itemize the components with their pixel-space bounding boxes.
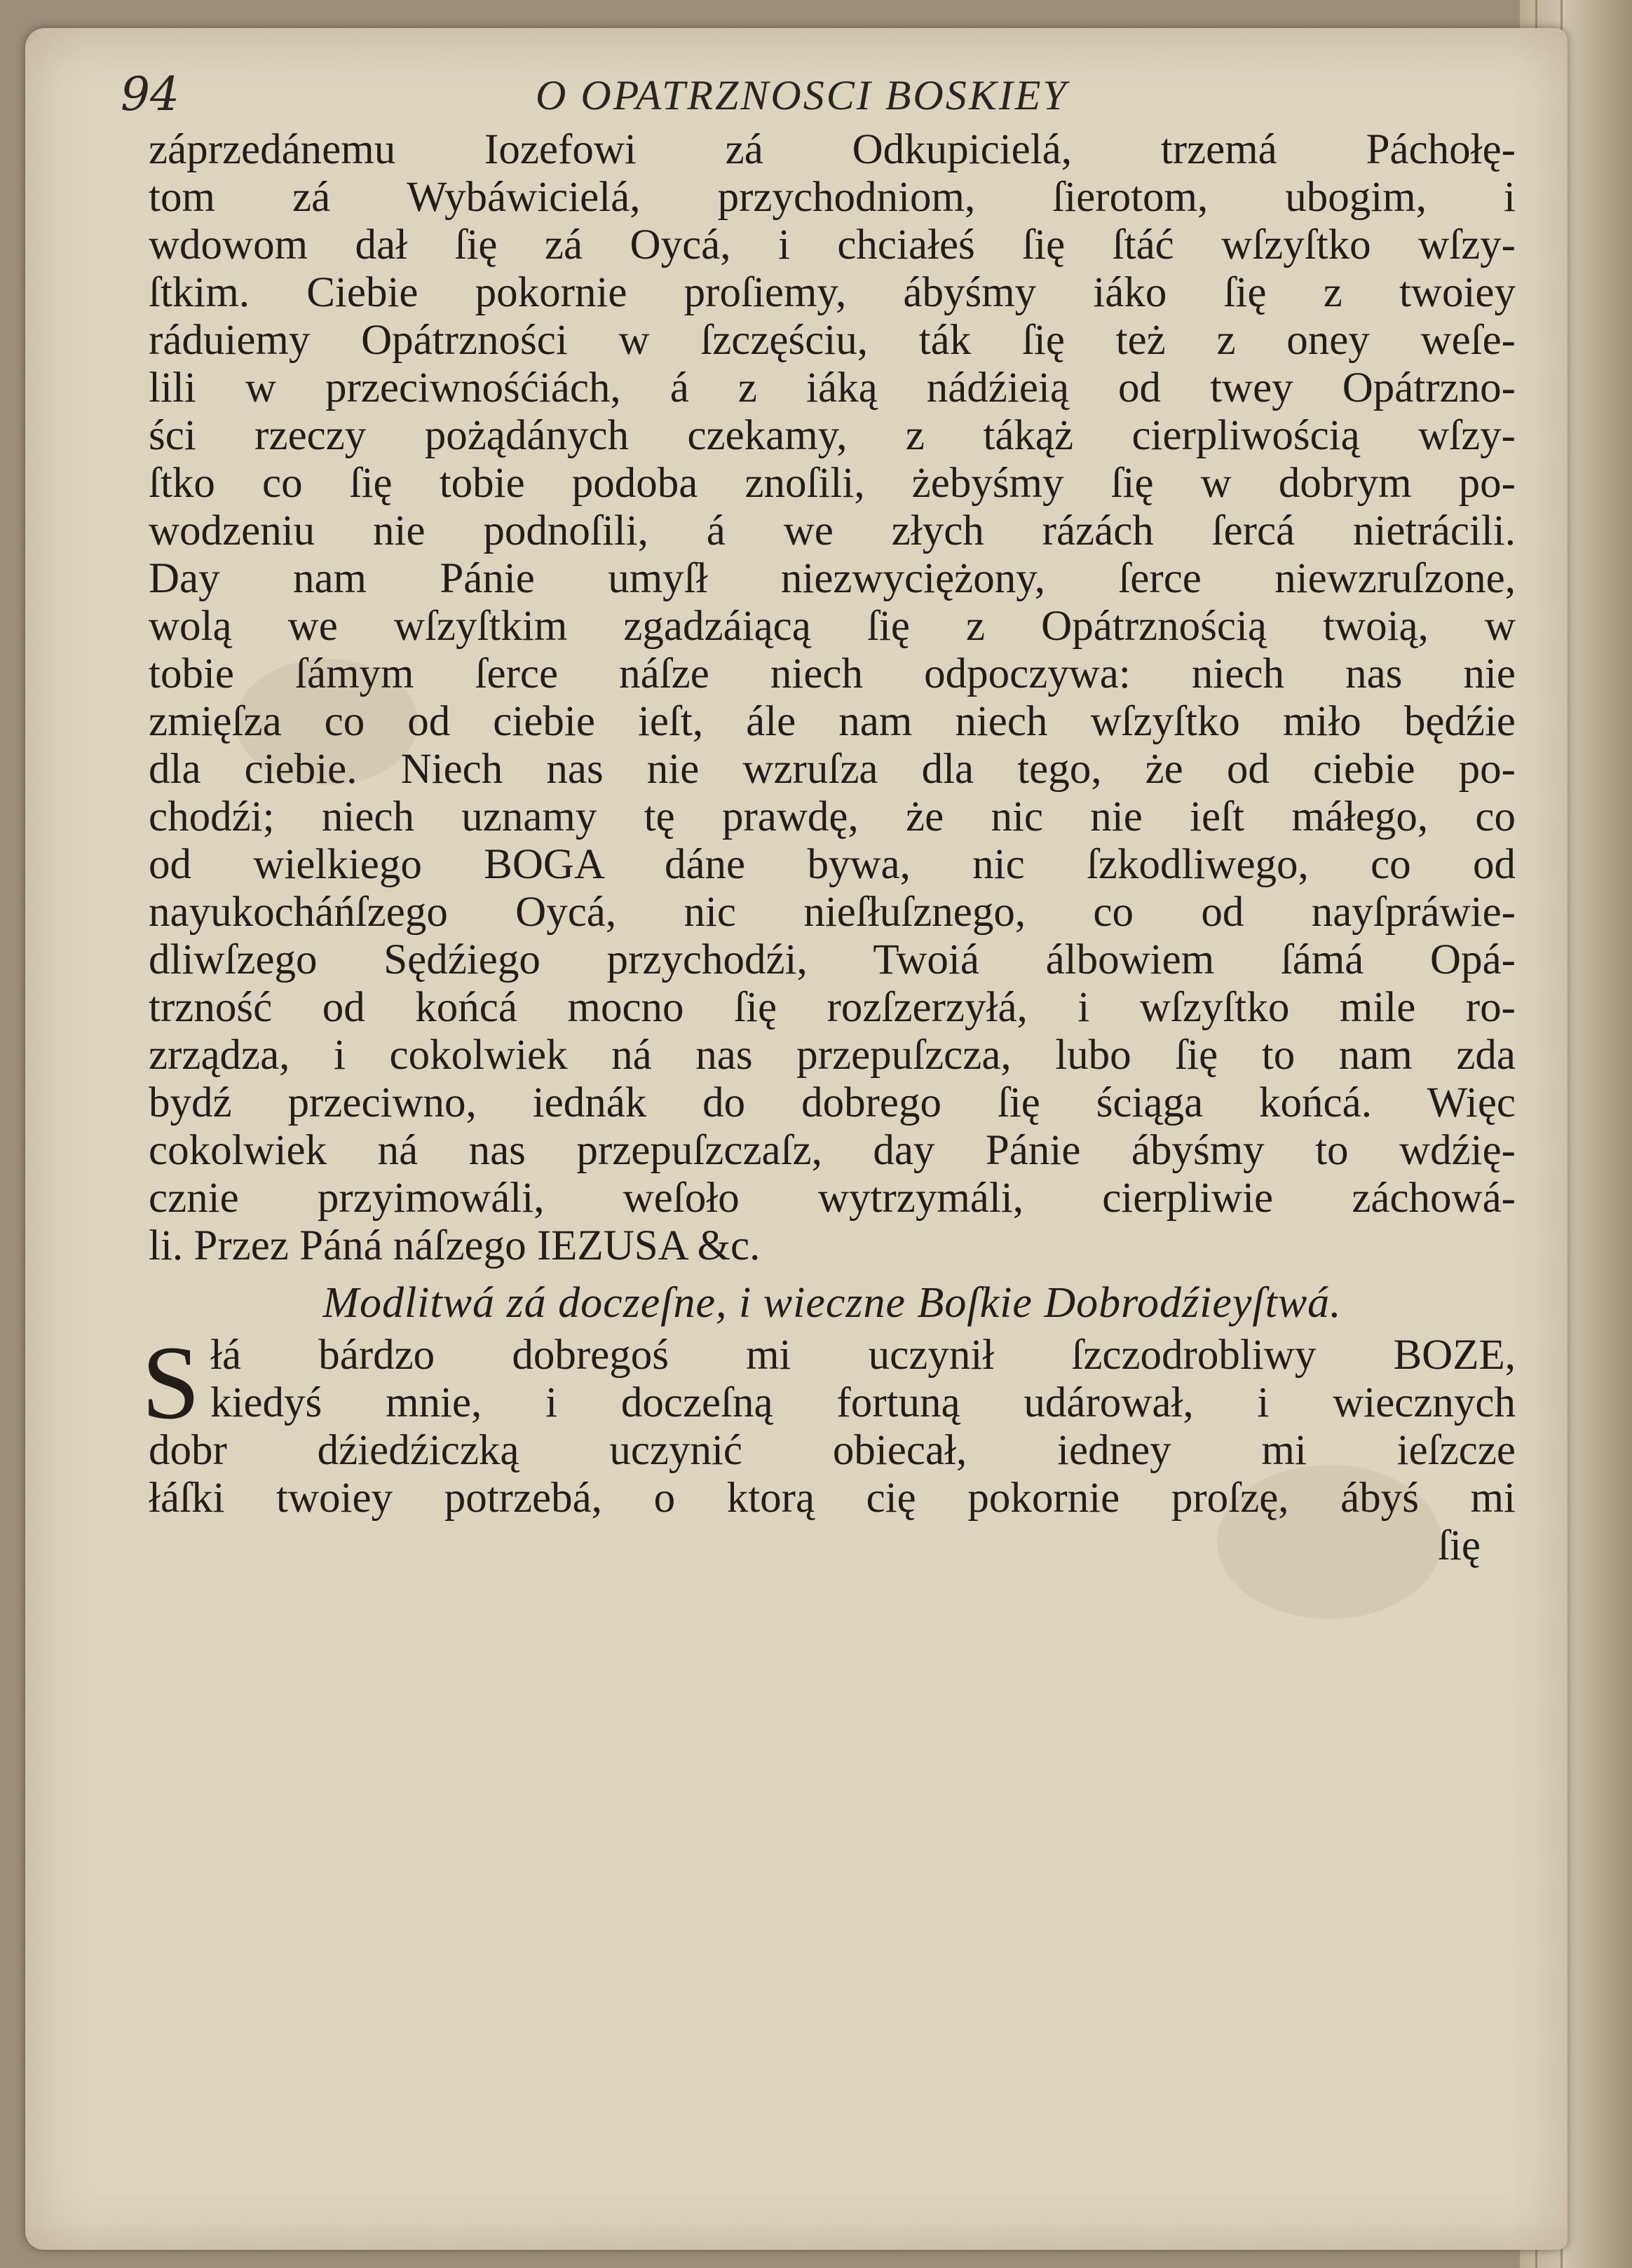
prayer-heading: Modlitwá zá doczeſne, i wieczne Boſkie Dobrodźieyſtwá. bbox=[322, 1279, 1342, 1327]
text-line: ſtkim. Ciebie pokornie proſiemy, ábyśmy iáko ſię z twoiey bbox=[149, 269, 1516, 316]
text-line: tom zá Wybáwicielá, przychodniom, ſierotom, ubogim, i bbox=[149, 174, 1516, 221]
text-line: lili w przeciwnośćiách, á z iáką nádźieią od twey Opátrzno- bbox=[149, 364, 1516, 411]
text-block bbox=[142, 126, 1516, 1570]
running-title: O OPATRZNOSCI BOSKIEY bbox=[536, 72, 1068, 118]
text-line: trzność od końcá mocno ſię rozſzerzyłá, i wſzyſtko mile ro- bbox=[149, 984, 1516, 1031]
body-paragraph bbox=[149, 126, 1516, 1270]
text-line: łá bárdzo dobregoś mi uczynił ſzczodrobliwy BOZE, bbox=[210, 1332, 1516, 1379]
text-line: od wielkiego BOGA dáne bywa, nic ſzkodliwego, co od bbox=[149, 841, 1516, 888]
text-line: wodzeniu nie podnoſili, á we złych rázách ſercá nietrácili. bbox=[149, 507, 1516, 554]
catchword: ſię bbox=[1438, 1522, 1481, 1569]
text-line: dliwſzego Sędźiego przychodźi, Twoiá álbowiem ſámá Opá- bbox=[149, 936, 1516, 983]
text-line: wolą we wſzyſtkim zgadzáiącą ſię z Opátrznością twoią, w bbox=[149, 603, 1516, 650]
text-line: cznie przyimowáli, weſoło wytrzymáli, cierpliwie záchowá- bbox=[149, 1175, 1516, 1222]
text-line: kiedyś mnie, i doczeſną fortuną udárował, i wiecznych bbox=[210, 1379, 1516, 1426]
text-line: łáſki twoiey potrzebá, o ktorą cię pokornie proſzę, ábyś mi bbox=[149, 1475, 1516, 1522]
text-line: bydź przeciwno, iednák do dobrego ſię ściąga końcá. Więc bbox=[149, 1079, 1516, 1126]
text-line: zrządza, i cokolwiek ná nas przepuſzcza, lubo ſię to nam zda bbox=[149, 1032, 1516, 1079]
text-line: ſtko co ſię tobie podoba znoſili, żebyśmy ſię w dobrym po- bbox=[149, 460, 1516, 507]
page-number: 94 bbox=[121, 67, 179, 121]
text-line: chodźi; niech uznamy tę prawdę, że nic nie ieſt máłego, co bbox=[149, 793, 1516, 840]
text-line: li. Przez Páná náſzego IEZUSA &c. bbox=[149, 1222, 761, 1269]
text-line: ści rzeczy pożądánych czekamy, z tákąż cierpliwością wſzy- bbox=[149, 412, 1516, 459]
text-line: tobie ſámym ſerce náſze niech odpoczywa: niech nas nie bbox=[149, 650, 1516, 697]
text-line: cokolwiek ná nas przepuſzczaſz, day Pánie ábyśmy to wdźię- bbox=[149, 1127, 1516, 1174]
text-line: wdowom dał ſię zá Oycá, i chciałeś ſię ſtáć wſzyſtko wſzy- bbox=[149, 221, 1516, 268]
text-line: nayukocháńſzego Oycá, nic nieſłuſznego, co od nayſpráwie- bbox=[149, 889, 1516, 936]
text-line: zmięſza co od ciebie ieſt, ále nam niech wſzyſtko miło będźie bbox=[149, 698, 1516, 745]
text-line: dobr dźiedźiczką uczynić obiecał, iedney mi ieſzcze bbox=[149, 1427, 1516, 1474]
prayer-paragraph bbox=[142, 1325, 1516, 1570]
text-line: záprzedánemu Iozefowi zá Odkupicielá, trzemá Páchołę- bbox=[149, 126, 1516, 173]
text-line: Day nam Pánie umyſł niezwyciężony, ſerce niewzruſzone, bbox=[149, 555, 1516, 602]
text-line: dla ciebie. Niech nas nie wzruſza dla tego, że od ciebie po- bbox=[149, 746, 1516, 793]
text-line: ráduiemy Opátrzności w ſzczęściu, ták ſię też z oney weſe- bbox=[149, 317, 1516, 364]
drop-capital: S bbox=[142, 1325, 200, 1441]
running-head bbox=[0, 67, 1632, 130]
